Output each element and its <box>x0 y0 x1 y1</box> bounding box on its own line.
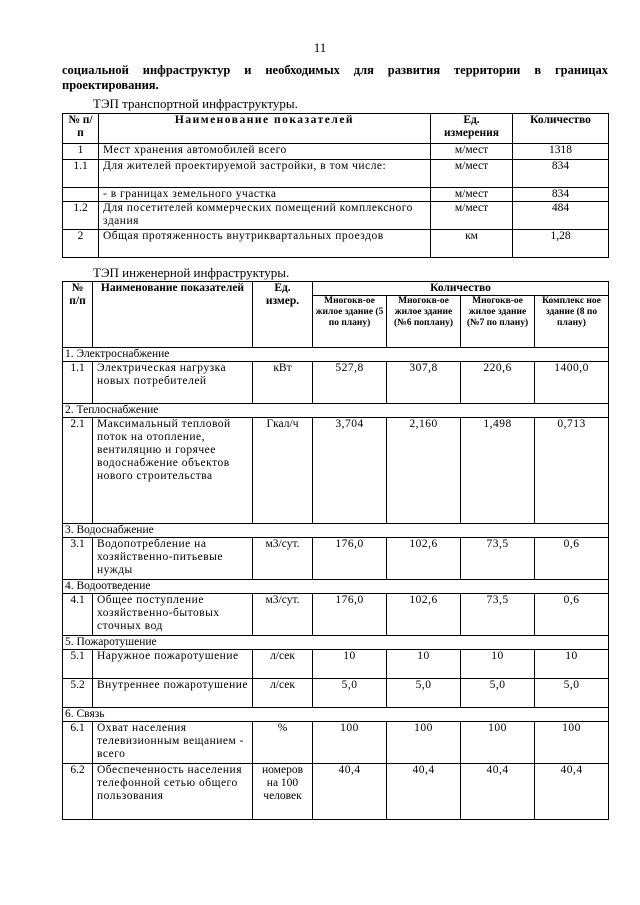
header-name: Наименование показателей <box>99 114 431 144</box>
row-unit: л/сек <box>253 650 313 679</box>
row-num: 5.2 <box>63 679 93 708</box>
section-row <box>63 636 609 650</box>
row-num: 4.1 <box>63 594 93 636</box>
row-num: 6.1 <box>63 722 93 764</box>
row-value-6: 40,4 <box>387 764 461 820</box>
header-num: № п/п <box>63 282 93 348</box>
row-value-5: 5,0 <box>313 679 387 708</box>
row-value-6: 5,0 <box>387 679 461 708</box>
table-row <box>63 594 609 636</box>
row-value-8: 0,6 <box>535 594 609 636</box>
section-row <box>63 580 609 594</box>
table-row <box>63 679 609 708</box>
row-value-8: 0,6 <box>535 538 609 580</box>
page-number: 11 <box>313 40 327 55</box>
row-value-6: 100 <box>387 722 461 764</box>
row-value-8: 40,4 <box>535 764 609 820</box>
table-row <box>63 362 609 404</box>
row-value-7: 73,5 <box>461 538 535 580</box>
row-unit: м3/сут. <box>253 538 313 580</box>
row-num: 1 <box>63 144 99 160</box>
section-title: 3. Водоснабжение <box>63 524 609 538</box>
row-unit: % <box>253 722 313 764</box>
header-building-8: Комплекс ное здание (8 по плану) <box>535 296 609 348</box>
row-name: - в границах земельного участка <box>99 188 431 202</box>
row-qty: 834 <box>513 160 609 188</box>
header-num: № п/п <box>63 114 99 144</box>
row-unit: м/мест <box>431 188 513 202</box>
row-num: 5.1 <box>63 650 93 679</box>
row-unit: км <box>431 230 513 258</box>
row-value-6: 10 <box>387 650 461 679</box>
header-unit: Ед. измерения <box>431 114 513 144</box>
section-title: 1. Электроснабжение <box>63 348 609 362</box>
row-value-5: 176,0 <box>313 538 387 580</box>
section-title: 2. Теплоснабжение <box>63 404 609 418</box>
section-title: 4. Водоотведение <box>63 580 609 594</box>
row-unit: м/мест <box>431 144 513 160</box>
row-unit: л/сек <box>253 679 313 708</box>
row-name: Обеспеченность населения телефонной сетью общего пользования <box>93 764 253 820</box>
section-title: 6. Связь <box>63 708 609 722</box>
row-num: 3.1 <box>63 538 93 580</box>
table-row <box>63 650 609 679</box>
row-num <box>63 188 99 202</box>
row-name: Для жителей проектируемой застройки, в том числе: <box>99 160 431 188</box>
section-title: 5. Пожаротушение <box>63 636 609 650</box>
section-row <box>63 404 609 418</box>
row-num: 1.1 <box>63 160 99 188</box>
row-name: Внутреннее пожаротушение <box>93 679 253 708</box>
row-qty: 1,28 <box>513 230 609 258</box>
row-value-6: 307,8 <box>387 362 461 404</box>
row-name: Общее поступление хозяйственно-бытовых сточных вод <box>93 594 253 636</box>
row-name: Наружное пожаротушение <box>93 650 253 679</box>
row-value-8: 5,0 <box>535 679 609 708</box>
row-name: Максимальный тепловой поток на отопление, вентиляцию и горячее водоснабжение объектов нового строительства <box>93 418 253 524</box>
row-qty: 1318 <box>513 144 609 160</box>
row-unit: номеров на 100 человек <box>253 764 313 820</box>
table-row <box>63 144 609 160</box>
row-value-5: 176,0 <box>313 594 387 636</box>
row-value-7: 220,6 <box>461 362 535 404</box>
row-unit: Гкал/ч <box>253 418 313 524</box>
row-value-6: 102,6 <box>387 594 461 636</box>
row-value-8: 0,713 <box>535 418 609 524</box>
row-value-8: 1400,0 <box>535 362 609 404</box>
header-building-5: Многокв-ое жилое здание (5 по плану) <box>313 296 387 348</box>
row-qty: 834 <box>513 188 609 202</box>
row-name: Охват населения телевизионным вещанием - всего <box>93 722 253 764</box>
row-value-6: 2,160 <box>387 418 461 524</box>
table-row <box>63 202 609 230</box>
row-value-5: 100 <box>313 722 387 764</box>
row-value-5: 3,704 <box>313 418 387 524</box>
table-row <box>63 160 609 188</box>
row-num: 1.2 <box>63 202 99 230</box>
row-value-6: 102,6 <box>387 538 461 580</box>
row-unit: кВт <box>253 362 313 404</box>
row-num: 1.1 <box>63 362 93 404</box>
header-qty: Количество <box>313 282 609 296</box>
row-value-5: 40,4 <box>313 764 387 820</box>
header-building-6: Многокв-ое жилое здание (№6 поплану) <box>387 296 461 348</box>
table-row <box>63 764 609 820</box>
row-name: Общая протяженность внутриквартальных проездов <box>99 230 431 258</box>
row-name: Мест хранения автомобилей всего <box>99 144 431 160</box>
row-unit: м3/сут. <box>253 594 313 636</box>
table-row <box>63 230 609 258</box>
row-num: 6.2 <box>63 764 93 820</box>
row-value-7: 40,4 <box>461 764 535 820</box>
row-value-7: 100 <box>461 722 535 764</box>
row-name: Водопотребление на хозяйственно-питьевые нужды <box>93 538 253 580</box>
table-row <box>63 722 609 764</box>
row-value-8: 100 <box>535 722 609 764</box>
row-num: 2.1 <box>63 418 93 524</box>
row-value-7: 1,498 <box>461 418 535 524</box>
row-value-7: 10 <box>461 650 535 679</box>
section-row <box>63 708 609 722</box>
header-qty: Количество <box>513 114 609 144</box>
header-name: Наименование показателей <box>93 282 253 348</box>
row-value-5: 10 <box>313 650 387 679</box>
header-building-7: Многокв-ое жилое здание (№7 по плану) <box>461 296 535 348</box>
row-unit: м/мест <box>431 202 513 230</box>
row-num: 2 <box>63 230 99 258</box>
transport-table <box>62 113 609 258</box>
row-value-7: 5,0 <box>461 679 535 708</box>
section-row <box>63 348 609 362</box>
row-value-8: 10 <box>535 650 609 679</box>
row-value-5: 527,8 <box>313 362 387 404</box>
row-unit: м/мест <box>431 160 513 188</box>
caption-transport: ТЭП транспортной инфраструктуры. <box>93 96 298 111</box>
row-qty: 484 <box>513 202 609 230</box>
row-name: Электрическая нагрузка новых потребителей <box>93 362 253 404</box>
section-row <box>63 524 609 538</box>
row-value-7: 73,5 <box>461 594 535 636</box>
table-row <box>63 188 609 202</box>
intro-paragraph: социальной инфраструктур и необходимых для развития территории в границах проектирования. <box>62 63 608 92</box>
header-unit: Ед. измер. <box>253 282 313 348</box>
engineering-table <box>62 281 609 820</box>
caption-engineering: ТЭП инженерной инфраструктуры. <box>93 265 290 280</box>
table-row <box>63 418 609 524</box>
table-row <box>63 538 609 580</box>
row-name: Для посетителей коммерческих помещений комплексного здания <box>99 202 431 230</box>
